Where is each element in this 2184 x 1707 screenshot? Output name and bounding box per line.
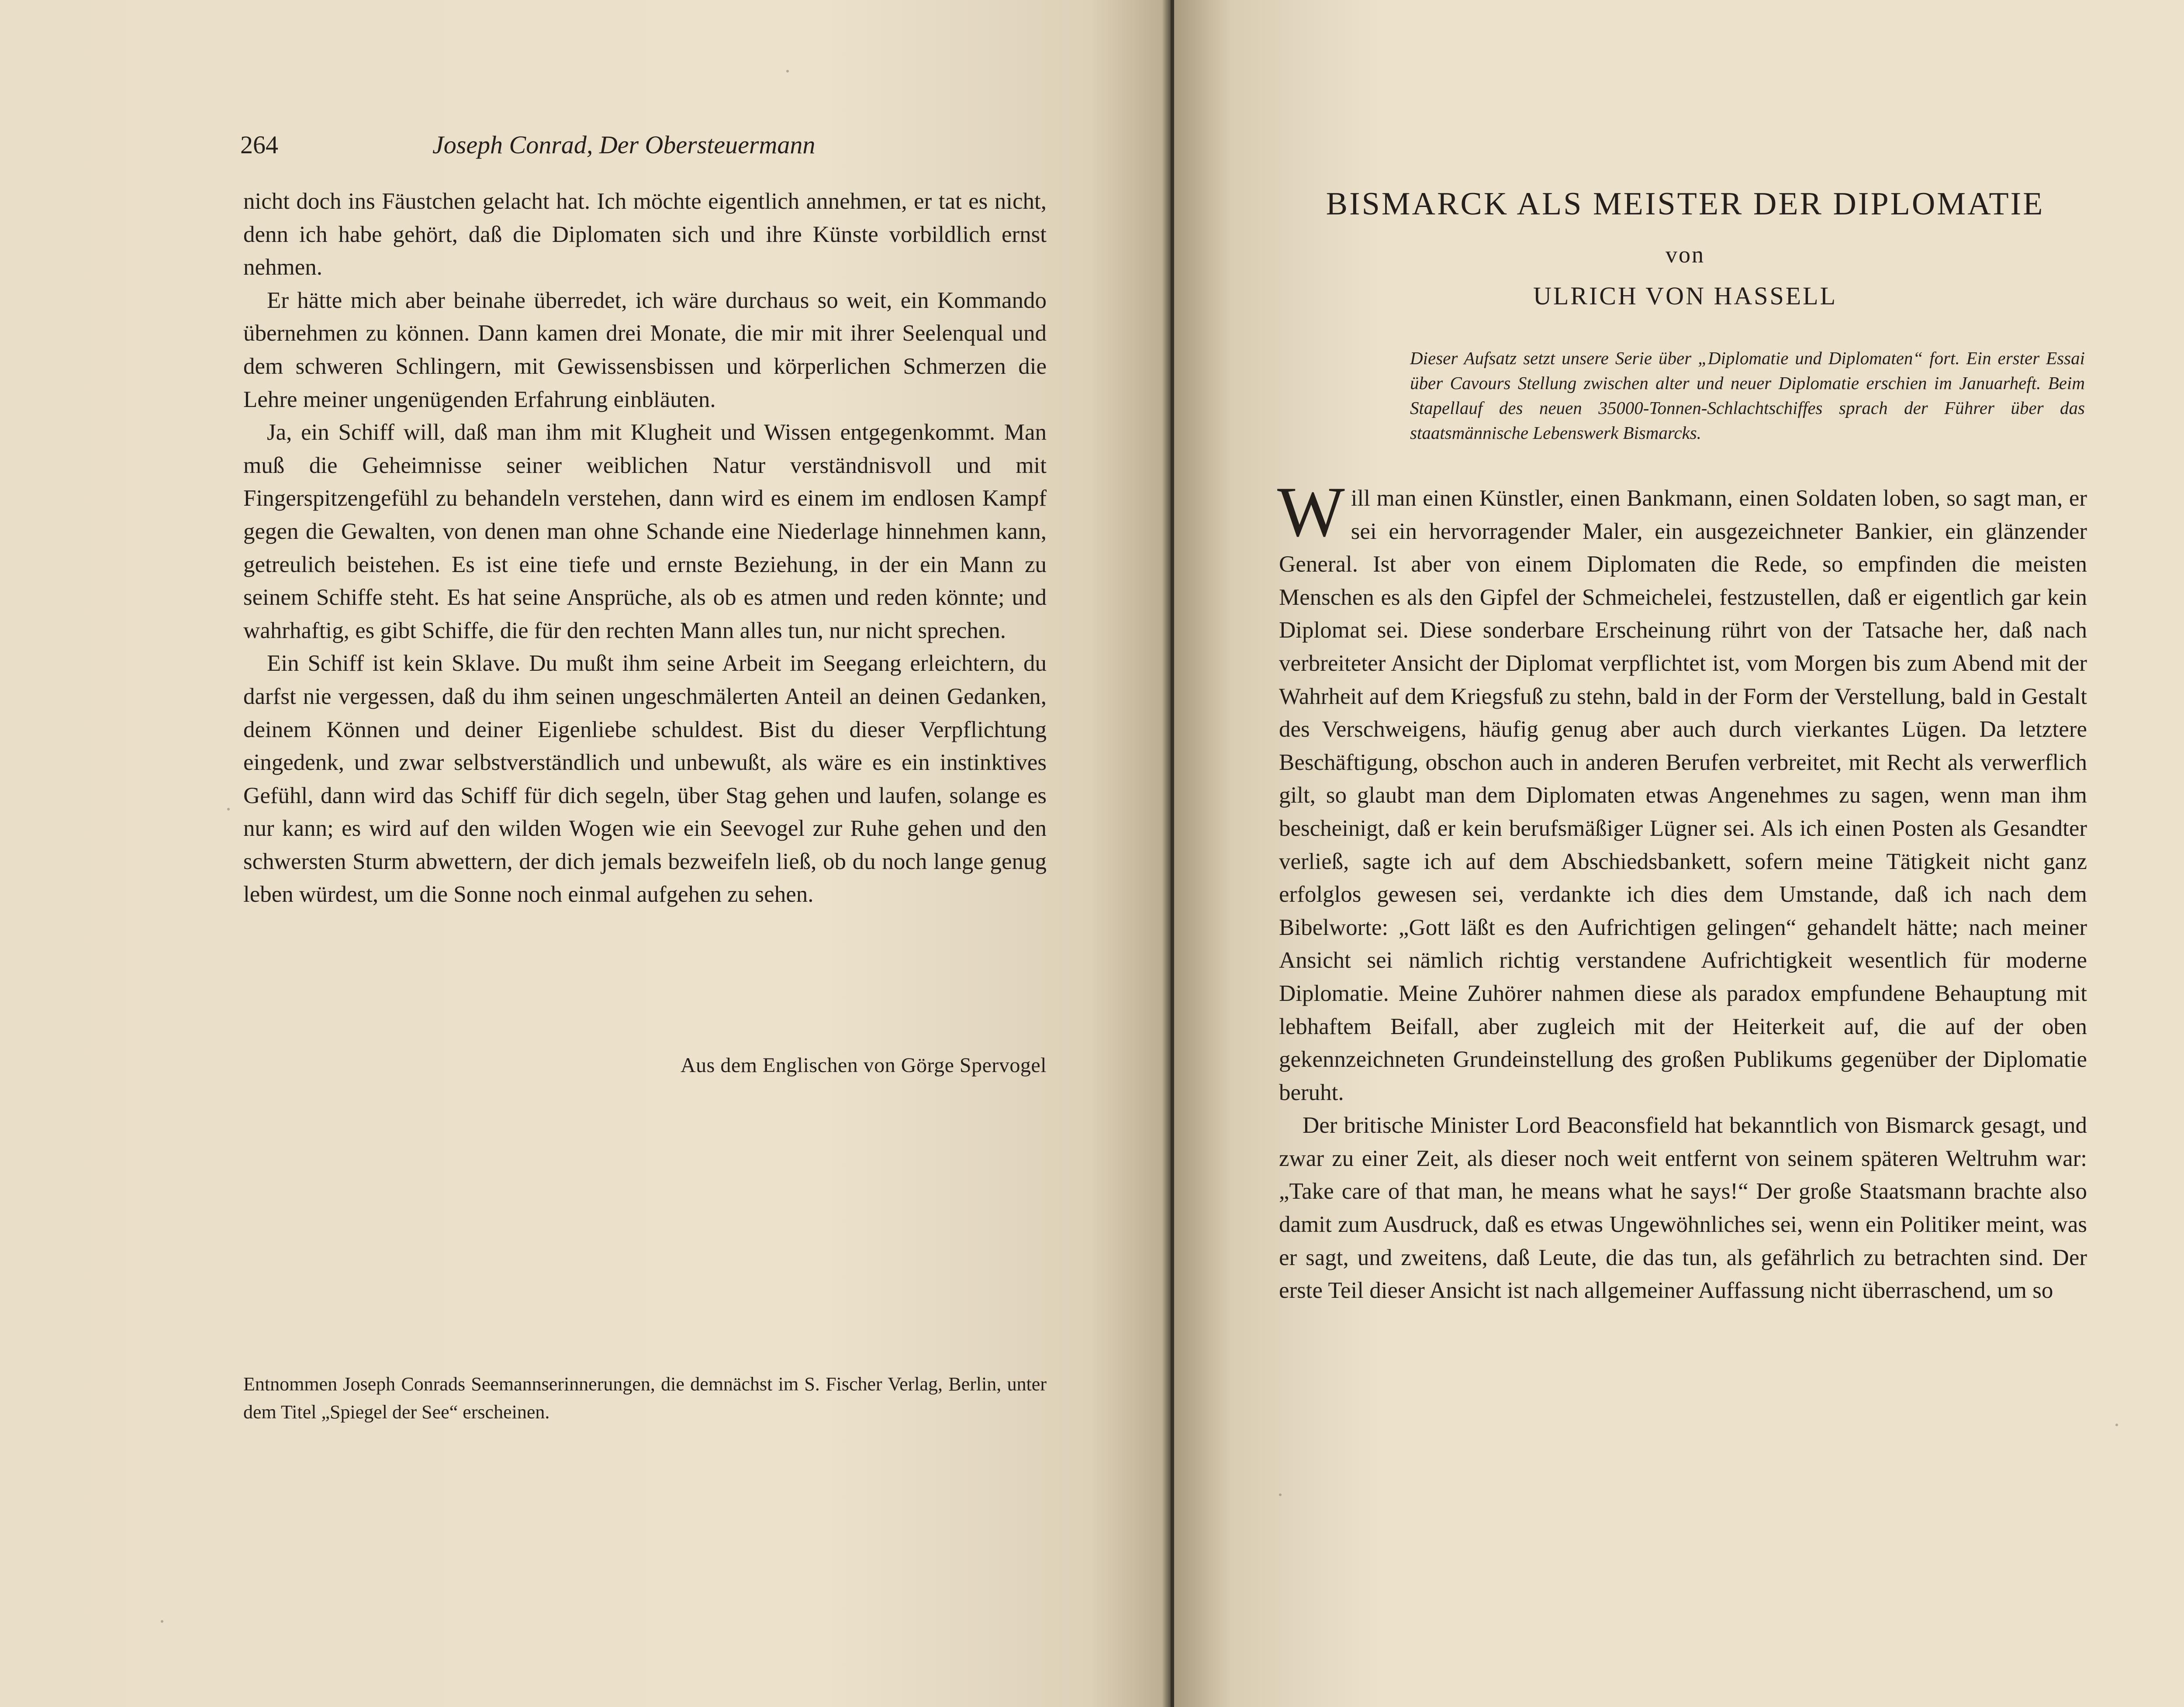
paragraph: Er hätte mich aber beinahe überredet, ich wäre durchaus so weit, ein Kommando übernehmen zu können. Dann kamen drei Monate, die mir mit ihrer Seelenqual und dem schweren Schlingern, mit Gewissensbissen und körperlichen Schmerzen die Lehre meiner ungenügenden Erfahrung einbläuten. [243, 287, 1047, 412]
paper-speck [786, 70, 789, 72]
page-number: 264 [240, 131, 278, 159]
article-title: BISMARCK ALS MEISTER DER DIPLOMATIE [1326, 186, 2045, 222]
right-body-text [1277, 472, 2087, 1307]
paper-speck [161, 1620, 163, 1623]
running-title: Joseph Conrad, Der Obersteuermann [432, 131, 816, 159]
footnote: Entnommen Joseph Conrads Seemannserinnerungen, die demnächst im S. Fischer Verlag, Berlin, unter dem Titel „Spiegel der See“ erscheinen. [243, 1373, 1047, 1423]
paragraph-text: ill man einen Künstler, einen Bankmann, einen Soldaten loben, so sagt man, er sei ein hervorragender Maler, ein ausgezeichneter Bankier, ein glänzender General. Ist aber von einem Diplomaten die Rede, so empfinden die meisten Menschen es als den Gipfel der Schmeichelei, festzustellen, daß er eigentlich gar kein Diplomat sei. Diese sonderbare Erscheinung rührt von der Tatsache her, daß nach verbreiteter Ansicht der Diplomat verpflichtet ist, vom Morgen bis zum Abend mit der Wahrheit auf dem Kriegsfuß zu stehn, bald in der Form der Verstellung, bald in Gestalt des Verschweigens, häufig genug aber auch durch vierkantes Lügen. Da letztere Beschäftigung, obschon auch in anderen Berufen verbreitet, mit Recht als verwerflich gilt, so glaubt man dem Diplomaten etwas Angenehmes zu sagen, wenn man ihm bescheinigt, daß er kein berufsmäßiger Lügner sei. Als ich einen Posten als Gesandter verließ, sagte ich auf dem Abschiedsbankett, sofern meine Tätigkeit nicht ganz erfolglos gewesen sei, verdankte ich dies dem Umstande, daß ich nach dem Bibelworte: „Gott läßt es den Aufrichtigen gelingen“ gehandelt hätte; nach meiner Ansicht sei nämlich richtig verstandene Aufrichtigkeit wesentlich für moderne Diplomatie. Meine Zuhörer nahmen diese als paradox empfundene Behauptung mit lebhaftem Beifall, aber zugleich mit der Heiterkeit auf, die auf der oben gekennzeichneten Grundeinstellung des großen Publikums gegenüber der Diplomatie beruht. [1279, 486, 2087, 1105]
author-name: ULRICH VON HASSELL [1533, 282, 1838, 310]
running-head [240, 130, 1070, 165]
paper-speck [2115, 1424, 2118, 1426]
paper-speck [1279, 1493, 1282, 1496]
byline-von: von [1666, 241, 1705, 268]
translator-credit: Aus dem Englischen von Görge Spervogel [681, 1054, 1047, 1077]
paragraph [1277, 472, 2087, 1109]
paragraph: Ein Schiff ist kein Sklave. Du mußt ihm seine Arbeit im Seegang erleichtern, du darfst nie vergessen, daß du ihm seinen ungeschmälerten Anteil an deinen Gedanken, deinem Können und deiner Eigenliebe schuldest. Bist du dieser Verpflichtung eingedenk, und zwar selbstverständlich und unbewußt, als wäre es ein instinktives Gefühl, dann wird das Schiff für dich segeln, über Stag gehen und laufen, solange es nur kann; es wird auf den wilden Wogen wie ein Seevogel zur Ruhe gehen und den schwersten Sturm abwettern, der dich jemals bezweifeln ließ, ob du noch lange genug leben würdest, um die Sonne noch einmal aufgehen zu sehen. [243, 651, 1047, 907]
paper-speck [227, 808, 230, 810]
left-body-text [243, 185, 1047, 911]
paragraph: Der britische Minister Lord Beaconsfield hat bekanntlich von Bismarck gesagt, und zwar zu einer Zeit, als dieser noch weit entfernt von seinem späteren Weltruhm war: „Take care of that man, he means what he says!“ Der große Staatsmann brachte also damit zum Ausdruck, daß es etwas Ungewöhnliches sei, wenn ein Politiker meint, was er sagt, und zweitens, daß Leute, die das tun, als gefährlich zu betrachten sind. Der erste Teil dieser Ansicht ist nach allgemeiner Auffassung nicht überraschend, um so [1279, 1113, 2087, 1304]
paragraph: nicht doch ins Fäustchen gelacht hat. Ich möchte eigentlich annehmen, er tat es nicht, denn ich habe gehört, daß die Diplomaten sich und ihre Künste vorbildlich ernst nehmen. [243, 189, 1047, 280]
article-abstract: Dieser Aufsatz setzt unsere Serie über „Diplomatie und Diplomaten“ fort. Ein erster Essai über Cavours Stellung zwischen alter und neuer Diplomatie erschien im Januarheft. Beim Stapellauf des neuen 35000-Tonnen-Schlachtschiffes sprach der Führer über das staatsmännische Lebenswerk Bismarcks. [1410, 348, 2085, 443]
paragraph: Ja, ein Schiff will, daß man ihm mit Klugheit und Wissen entgegenkommt. Man muß die Geheimnisse seiner weiblichen Natur verständnisvoll und mit Fingerspitzengefühl zu behandeln verstehen, dann wird es einem im endlosen Kampf gegen die Gewalten, von denen man ohne Schande eine Niederlage hinnehmen kann, getreulich beistehen. Es ist eine tiefe und ernste Beziehung, in der ein Mann zu seinem Schiffe steht. Es hat seine Ansprüche, als ob es atmen und reden könnte; und wahrhaftig, es gibt Schiffe, die für den rechten Mann alles tun, nur nicht sprechen. [243, 420, 1047, 643]
drop-cap: W [1277, 472, 1345, 552]
